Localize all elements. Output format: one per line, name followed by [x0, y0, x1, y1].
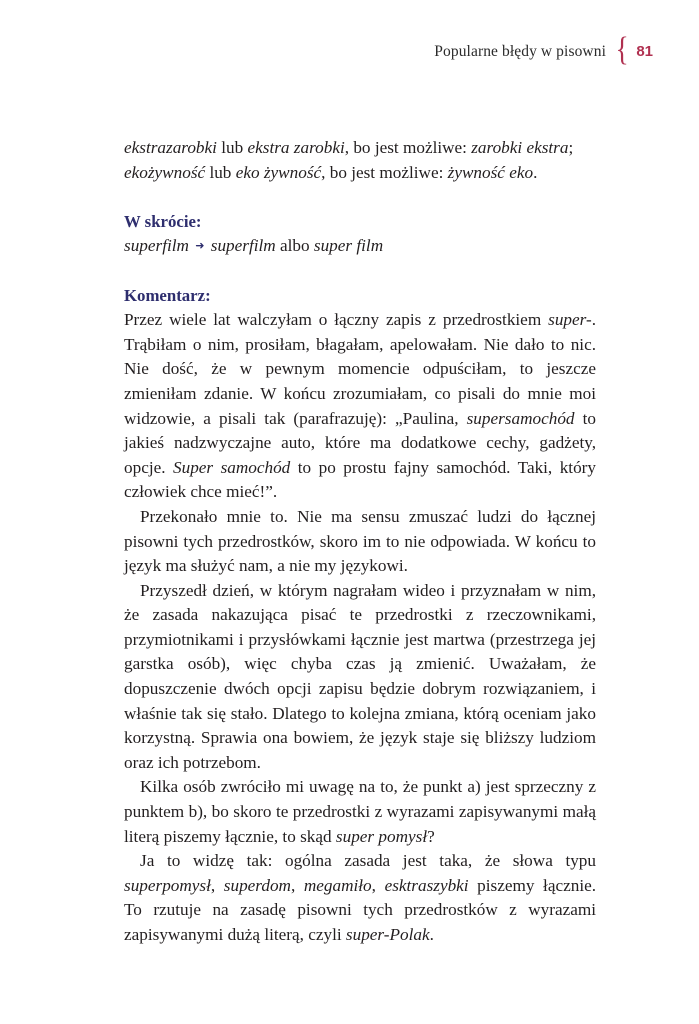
- summary-correct-form-1: superfilm: [210, 236, 276, 256]
- italic-term: esktraszybki: [384, 875, 469, 895]
- italic-term: ekstrazarobki: [124, 138, 217, 157]
- text-run: Przekonało mnie to. Nie ma sensu zmuszać ludzi do łącznej pisowni tych przedrostków, skoro im to nie odpowiada. W końcu to język ma służyć nam, a nie my językowi.: [124, 506, 596, 576]
- text-run: Przez wiele lat walczyłam o łączny zapis z przedrostkiem: [124, 310, 549, 330]
- italic-term: super pomysł: [335, 826, 428, 846]
- brace-ornament-icon: {: [615, 31, 629, 68]
- summary-heading: W skrócie:: [124, 211, 202, 231]
- text-run: , bo jest możliwe:: [321, 162, 448, 182]
- page-body: [124, 136, 596, 948]
- italic-term: superpomysł: [124, 875, 211, 895]
- text-run: Kilka osób zwróciło mi uwagę na to, że punkt a) jest sprzeczny z punktem b), bo skoro te przedrostki z wyrazami zapisywanymi małą literą piszemy łącznie, to skąd: [124, 777, 596, 846]
- text-run: lub: [216, 138, 248, 157]
- text-run: . Trąbiłam o nim, prosiłam, błagałam, apelowałam. Nie dało to nic. Nie dość, że w pewnym momencie odpuściłam, to jeszcze zmieniłam zdanie. W końcu zrozumiałam, co pisali do mnie moi widzowie, a pisali tak (parafrazuję): „Paulina,: [124, 310, 596, 428]
- italic-term: Super samochód: [173, 457, 291, 477]
- text-run: ,: [371, 875, 385, 895]
- text-run: ?: [427, 826, 435, 846]
- comment-heading: Komentarz:: [124, 285, 211, 305]
- italic-term: super-: [548, 310, 592, 330]
- running-header: [434, 31, 653, 68]
- italic-term: supersamochód: [466, 408, 575, 428]
- text-run: ;: [568, 138, 574, 157]
- italic-term: ekstra zarobki: [247, 138, 345, 157]
- comment-paragraph-2: [124, 505, 596, 579]
- text-run: Ja to widzę tak: ogólna zasada jest taka, że słowa typu: [140, 851, 596, 871]
- text-run: ,: [210, 875, 224, 895]
- intro-line-2: [124, 161, 596, 186]
- text-run: to jakieś nadzwyczajne auto, które ma dodatkowe cechy, gadżety, opcje.: [124, 408, 596, 477]
- summary-correct-form-2: super film: [313, 236, 384, 256]
- summary-connector: albo: [275, 236, 314, 256]
- text-run: ,: [290, 875, 304, 895]
- summary-wrong-form: superfilm: [124, 236, 189, 256]
- summary-rule: [124, 234, 596, 259]
- text-run: , bo jest możliwe:: [344, 138, 472, 157]
- text-run: .: [533, 162, 538, 182]
- arrow-right-icon: ➜: [195, 239, 205, 253]
- spacer: [124, 185, 596, 210]
- spacer: [124, 259, 596, 284]
- italic-term: megamiło: [303, 875, 372, 895]
- text-run: to po prostu fajny samochód. Taki, który człowiek chce mieć!”.: [124, 457, 596, 502]
- intro-line-1: [124, 136, 596, 161]
- comment-paragraph-5: [124, 849, 596, 947]
- running-title: Popularne błędy w pisowni: [434, 42, 606, 60]
- text-run: lub: [205, 162, 236, 182]
- comment-paragraph-4: [124, 775, 596, 849]
- italic-term: super-Polak: [345, 925, 430, 944]
- page-number: 81: [636, 43, 653, 60]
- italic-term: eko żywność: [235, 162, 322, 182]
- italic-term: superdom: [223, 875, 291, 895]
- text-run: Przyszedł dzień, w którym nagrałam wideo i przyznałam w nim, że zasada nakazująca pisać te przedrostki z rzeczownikami, przymiotnikami i przysłówkami łącznie jest martwa (przestrzega jej garstka osób), więc chyba czas ją zmienić. Uważałam, że dopuszczenie dwóch opcji zapisu będzie dobrym rozwiązaniem, i właśnie tak się stało. Dlatego to kolejna zmiana, którą oceniam jako korzystną. Sprawia ona bowiem, że język staje się bliższy ludziom oraz ich potrzebom.: [124, 580, 596, 772]
- comment-paragraph-3: [124, 579, 596, 776]
- text-run: piszemy łącznie. To rzutuje na zasadę pisowni tych przedrostków z wyrazami zapisywanymi dużą literą, czyli: [124, 875, 597, 944]
- italic-term: żywność eko: [447, 162, 534, 182]
- italic-term: zarobki ekstra: [471, 138, 569, 157]
- text-run: .: [429, 925, 434, 944]
- comment-paragraph-1: [124, 308, 596, 505]
- italic-term: ekożywność: [124, 162, 206, 182]
